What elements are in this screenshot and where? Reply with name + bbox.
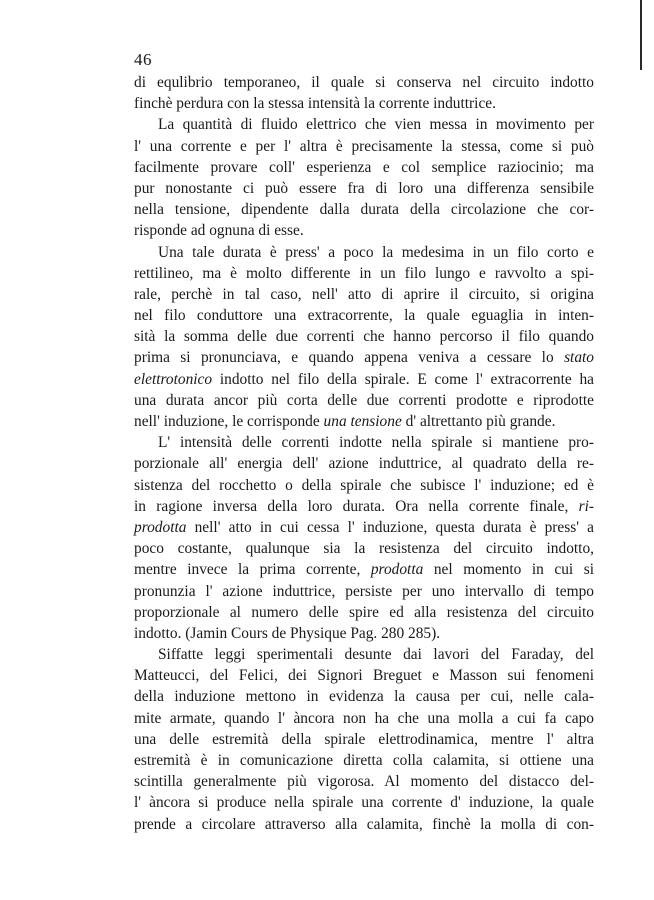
text-run: indotto nel filo della spirale. E come l' extracorrente ha xyxy=(212,370,594,388)
text-line: una delle estremità della spirale elettrodinamica, mentre l' altra xyxy=(134,730,594,748)
italic-run: prodotta xyxy=(134,518,187,536)
margin-rule xyxy=(640,0,642,70)
text-line: sità la somma delle due correnti che hanno percorso il filo quando xyxy=(134,328,594,346)
text-line: l' àncora si produce nella spirale una corrente d' induzione, la quale xyxy=(134,794,594,812)
text-line xyxy=(134,496,594,517)
text-line: finchè perdura con la stessa intensità la corrente induttrice. xyxy=(134,95,496,113)
text-line: scintilla generalmente più vigorosa. Al momento del distacco del- xyxy=(134,773,594,791)
text-line: porzionale all' energia dell' azione induttrice, al quadrato della re- xyxy=(134,455,594,473)
text-line: Matteucci, del Felici, dei Signori Breguet e Masson sui fenomeni xyxy=(134,667,594,685)
text-line: Una tale durata è press' a poco la medesima in un filo corto e xyxy=(158,243,594,261)
text-run: nel momento in cui si xyxy=(423,561,594,579)
text-line: poco costante, qualunque sia la resistenza del circuito indotto, xyxy=(134,540,594,558)
text-line: rale, perchè in tal caso, nell' atto di aprire il circuito, si origina xyxy=(134,285,594,303)
text-run: prima si pronunciava, e quando appena veniva a cessare lo xyxy=(134,349,565,367)
text-line: indotto. (Jamin Cours de Physique Pag. 280 285). xyxy=(134,624,441,642)
text-line: proporzionale al numero delle spire ed alla resistenza del circuito xyxy=(134,603,594,621)
text-line xyxy=(134,347,594,368)
text-run: mentre invece la prima corrente, xyxy=(134,561,371,579)
text-line: Siffatte leggi sperimentali desunte dai lavori del Faraday, del xyxy=(158,646,594,664)
text-run: in ragione inversa della loro durata. Ora nella corrente finale, xyxy=(134,497,579,515)
text-run: nell' atto in cui cessa l' induzione, questa durata è press' a xyxy=(186,518,594,536)
text-line xyxy=(134,517,594,538)
text-line: nella tensione, dipendente dalla durata della circolazione che cor- xyxy=(134,201,594,219)
italic-run: stato xyxy=(564,349,594,367)
text-line xyxy=(134,369,594,390)
text-line: pur nonostante ci può essere fra di loro una differenza sensibile xyxy=(134,179,594,197)
text-line: rettilineo, ma è molto differente in un filo lungo e ravvolto a spi- xyxy=(134,264,594,282)
text-line: della induzione mettono in evidenza la causa per cui, nelle cala- xyxy=(134,688,594,706)
body-text xyxy=(134,72,594,835)
text-line: nel filo conduttore una extracorrente, la quale eguaglia in inten- xyxy=(134,307,594,325)
text-line: l' una corrente e per l' altra è precisamente la stessa, come si può xyxy=(134,137,594,155)
text-line: facilmente provare coll' esperienza e col semplice raziocinio; ma xyxy=(134,158,594,176)
italic-run: elettrotonico xyxy=(134,370,213,388)
text-run: nell' induzione, le corrisponde xyxy=(134,413,324,430)
italic-run: una tensione xyxy=(323,413,402,430)
text-line: La quantità di fluido elettrico che vien messa in movimento per xyxy=(158,116,594,134)
text-line xyxy=(134,411,594,432)
text-line: risponde ad ognuna di esse. xyxy=(134,222,304,240)
text-line: sistenza del rocchetto o della spirale che subisce l' induzione; ed è xyxy=(134,476,594,494)
text-line: pronunzia l' azione induttrice, persiste per uno intervallo di tempo xyxy=(134,582,594,600)
text-run: d' altrettanto più grande. xyxy=(401,413,556,430)
page-number: 46 xyxy=(134,50,152,69)
text-line: L' intensità delle correnti indotte nella spirale si mantiene pro- xyxy=(158,434,594,452)
text-line: di equlibrio temporaneo, il quale si conserva nel circuito indotto xyxy=(134,74,594,91)
italic-run: prodotta xyxy=(370,561,424,579)
text-line xyxy=(134,559,594,580)
text-line: estremità è in comunicazione diretta colla calamita, si ottiene una xyxy=(134,752,594,769)
italic-run: ri- xyxy=(578,497,594,515)
text-line: prende a circolare attraverso alla calamita, finchè la molla di con- xyxy=(134,815,594,833)
text-line: una durata ancor più corta delle due correnti prodotte e riprodotte xyxy=(134,391,594,409)
text-line: mite armate, quando l' àncora non ha che una molla a cui fa capo xyxy=(134,709,594,727)
